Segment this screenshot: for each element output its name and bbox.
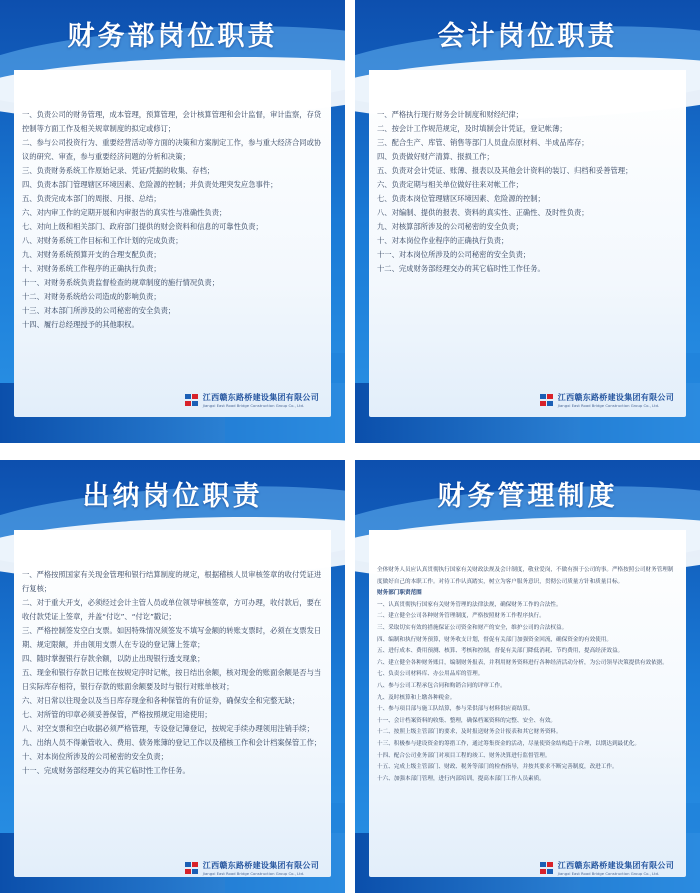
company-logo xyxy=(185,392,319,408)
list-item: 十四、履行总经理授予的其他职权。 xyxy=(22,320,139,329)
list-item: 十五、完成上级主管部门、财政、税务等部门的检查指导，并按其要求不断完善制度，改进工作。 xyxy=(377,764,618,771)
list-item: 一、严格执行现行财务会计制度和财经纪律； xyxy=(377,110,523,119)
list-item: 十三、积极参与建设资金的筹措工作，通过筹集资金的活动，尽量使资金结构趋于合理，以期达到最优化。 xyxy=(377,740,640,747)
list-item: 八、对空支票和空白收据必须严格管理，专设登记簿登记，按规定手续办理领用注销手续； xyxy=(22,724,314,733)
list-item: 十六、加强本部门管理，进行内部培训，提高本部门工作人员素质。 xyxy=(377,775,545,782)
list-item: 财务部门职责范围 xyxy=(377,590,422,597)
duty-list xyxy=(377,108,678,276)
company-logo xyxy=(540,392,674,408)
list-item: 十二、对财务系统给公司造成的影响负责； xyxy=(22,292,161,301)
list-item: 十一、对财务系统负责监督检查的规章制度的施行情况负责； xyxy=(22,278,220,287)
logo-icon xyxy=(540,394,554,406)
list-item: 十一、完成财务部经理交办的其它临时性工作任务。 xyxy=(22,766,190,775)
list-item: 三、采取切实有效的措施保证公司资金和财产的安全，维护公司的合法权益。 xyxy=(377,624,568,631)
logo-icon xyxy=(540,862,554,874)
list-item: 三、严格控制签发空白支票。如因特殊情况须签发不填写金额的转账支票时，必须在支票发日期、规定限额，并由领用支票人在专设的登记簿上签章； xyxy=(22,626,322,649)
list-item: 二、建立健全公司各种财务管理制度，严格按照财务工作程序执行。 xyxy=(377,613,545,620)
logo-cn: 江西赣东路桥建设集团有限公司 xyxy=(557,393,674,402)
list-item: 三、负责财务系统工作原始记录、凭证/凭据的收集、存档； xyxy=(22,166,215,175)
rule-list xyxy=(377,565,678,785)
list-item: 十三、对本部门所涉及的公司秘密的安全负责； xyxy=(22,306,176,315)
list-item: 四、负责做好财产清算、报损工作； xyxy=(377,152,494,161)
logo-en: Jiangxi East Road Bridge Construction Group Co., Ltd. xyxy=(557,403,660,408)
board-title: 出纳岗位职责 xyxy=(82,481,263,512)
list-item: 六、建立健全各种财务账目，编制财务报表，并利用财务资料进行各种经济活动分析，为公司领导决策提供有效依据。 xyxy=(377,659,668,666)
list-item: 七、负责公司材料库、办公用品库的管理。 xyxy=(377,671,484,678)
list-item: 九、出纳人员不得兼管收入、费用、债务账簿的登记工作以及稽核工作和会计档案保管工作； xyxy=(22,738,322,747)
list-item: 六、对日常以往现金以及当日库存现金和各种保管的有价证券，确保安全和完整无缺； xyxy=(22,696,300,705)
list-item: 五、进行成本、费用预测、核算、考核和控制，督促有关部门降低消耗、节约费用，提高经济效益。 xyxy=(377,648,624,655)
list-item: 九、对核算部所涉及的公司秘密的安全负责； xyxy=(377,222,523,231)
list-item: 八、对财务系统工作目标和工作计划的完成负责； xyxy=(22,236,183,245)
list-item: 十、对本岗位作业程序的正确执行负责； xyxy=(377,236,509,245)
list-item: 四、负责本部门管理辖区环境因素、危险源的控制；并负责处理突发应急事件； xyxy=(22,180,278,189)
list-item: 五、现金和银行存款日记账在按规定序时记帐，按日结出余额，核对现金的账面余额是否与当日实际库存相符，银行存款的账面余额要及时与银行对账单核对； xyxy=(22,668,322,691)
list-item: 全体财务人员应认真贯彻执行国家有关财政法规及会计制度，敬业爱岗，不做有损于公司的事。严格按照公司财务管理制度做好自己的本职工作。对待工作认真踏实，树立为客户服务意识，贯彻公司质量方针和质量目标。 xyxy=(377,567,674,585)
logo-cn: 江西赣东路桥建设集团有限公司 xyxy=(202,393,319,402)
duty-list xyxy=(22,568,323,778)
duty-list xyxy=(22,108,323,332)
board-accountant-duties xyxy=(355,0,700,443)
list-item: 九、对财务系统预算开支的合理支配负责； xyxy=(22,250,161,259)
logo-cn: 江西赣东路桥建设集团有限公司 xyxy=(557,861,674,870)
logo-icon xyxy=(185,862,199,874)
board-finance-dept-duties xyxy=(0,0,345,443)
list-item: 七、对向上级和相关部门、政府部门提供的财会资料和信息的可靠性负责； xyxy=(22,222,263,231)
list-item: 十四、配合公司业务部门对项目工程的竣工、财务决算进行监督管理。 xyxy=(377,752,551,759)
list-item: 七、对所管的印章必须妥善保管，严格按照规定用途使用； xyxy=(22,710,212,719)
list-item: 五、负责完成本部门的周报、月报、总结； xyxy=(22,194,161,203)
list-item: 一、严格按照国家有关现金管理和银行结算制度的规定，根据稽核人员审核签章的收付凭证进行复核； xyxy=(22,570,322,593)
list-item: 七、负责本岗位管理辖区环境因素、危险源的控制； xyxy=(377,194,545,203)
logo-en: Jiangxi East Road Bridge Construction Group Co., Ltd. xyxy=(202,403,305,408)
company-logo xyxy=(540,860,674,876)
list-item: 二、按会计工作规范规定，及时填制会计凭证，登记帐薄； xyxy=(377,124,567,133)
board-title: 会计岗位职责 xyxy=(437,21,618,52)
list-item: 九、及时核算和上缴各种税金。 xyxy=(377,694,456,701)
list-item: 四、随时掌握银行存款余额，以防止出现银行透支现象； xyxy=(22,654,205,663)
logo-en: Jiangxi East Road Bridge Construction Group Co., Ltd. xyxy=(557,871,660,876)
list-item: 四、编制和执行财务预算，财务收支计划，督促有关部门加强资金回流，确保资金的有效使用。 xyxy=(377,636,612,643)
logo-en: Jiangxi East Road Bridge Construction Group Co., Ltd. xyxy=(202,871,305,876)
list-item: 二、对于重大开支，必须经过会计主管人员或单位领导审核签章，方可办理，收付款后，要在收付款凭证上签章，并盖“付讫”、“付讫”戳记； xyxy=(22,598,322,621)
company-logo xyxy=(185,860,319,876)
board-finance-management-rules xyxy=(355,460,700,893)
list-item: 六、对内审工作的定期开展和内审报告的真实性与准确性负责； xyxy=(22,208,227,217)
list-item: 六、负责定期与相关单位做好往来对帐工作； xyxy=(377,180,523,189)
logo-icon xyxy=(185,394,199,406)
list-item: 一、负责公司的财务管理，成本管理，预算管理，会计核算管理和会计监督，审计监察，存货控制等方面工作及相关规章制度的拟定或修订； xyxy=(22,110,322,133)
logo-cn: 江西赣东路桥建设集团有限公司 xyxy=(202,861,319,870)
board-title: 财务部岗位职责 xyxy=(67,21,278,52)
list-item: 八、对编制、提供的报表、资料的真实性、正确性、及时性负责； xyxy=(377,208,589,217)
list-item: 十二、按照上级主管部门的要求，及时报送财务会计报表和其它财务资料。 xyxy=(377,729,562,736)
list-item: 八、参与公司工程承包合同和购销合同的评审工作。 xyxy=(377,682,506,689)
list-item: 十二、完成财务部经理交办的其它临时性工作任务。 xyxy=(377,264,545,273)
board-cashier-duties xyxy=(0,460,345,893)
list-item: 十、对本岗位所涉及的公司秘密的安全负责； xyxy=(22,752,168,761)
board-title: 财务管理制度 xyxy=(437,481,618,512)
list-item: 一、认真贯彻执行国家有关财务管理的法律法规，确保财务工作的合法性。 xyxy=(377,601,562,608)
list-item: 十、对财务系统工作程序的正确执行负责； xyxy=(22,264,161,273)
list-item: 五、负责对会计凭证、账薄、报表以及其他会计资料的装订、归档和妥善管理； xyxy=(377,166,633,175)
list-item: 十、参与项目部与施工队结算，参与采供部与材料供应商结算。 xyxy=(377,706,534,713)
list-item: 十一、会计档案资料的收集、整理，确保档案资料的完整、安全、有效。 xyxy=(377,717,557,724)
list-item: 十一、对本岗位所涉及的公司秘密的安全负责； xyxy=(377,250,531,259)
list-item: 三、配合生产、库管、销售等部门人员盘点原材料、半成品库存； xyxy=(377,138,589,147)
list-item: 二、参与公司投资行为、重要经营活动等方面的决策和方案制定工作，参与重大经济合同或协议的研究、审查，参与重要经济问题的分析和决策； xyxy=(22,138,322,161)
